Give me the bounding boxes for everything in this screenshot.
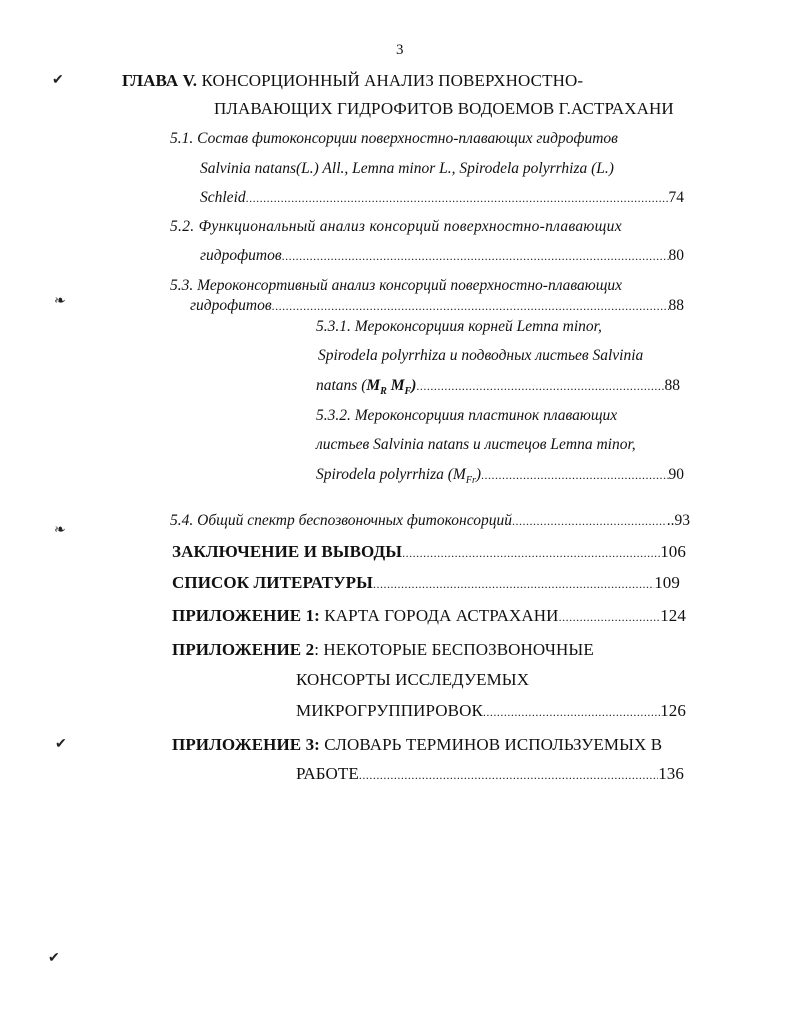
toc-entry-references (172, 573, 680, 593)
toc-5-1-page: 74 (668, 189, 684, 206)
toc-entry-appendix-1 (172, 606, 686, 626)
leader-dots (483, 701, 660, 721)
toc-5-4-page: ..93 (666, 512, 690, 529)
chapter-label: ГЛАВА V. (122, 71, 198, 90)
margin-mark-icon: ✔ (48, 951, 60, 966)
toc-appendix-2-page: 126 (660, 701, 686, 720)
toc-5-3-1-line1: 5.3.1. Мероконсорциия корней Lemna minor, (316, 318, 602, 335)
toc-appendix-2-line1: ПРИЛОЖЕНИЕ 2: НЕКОТОРЫЕ БЕСПОЗВОНОЧНЫЕ (172, 640, 594, 659)
leader-dots (282, 247, 669, 265)
chapter-title-line2: ПЛАВАЮЩИХ ГИДРОФИТОВ ВОДОЕМОВ Г.АСТРАХАНИ (214, 99, 674, 118)
toc-entry-appendix-3 (296, 764, 684, 784)
toc-appendix-1-text: ПРИЛОЖЕНИЕ 1: КАРТА ГОРОДА АСТРАХАНИ (172, 606, 559, 625)
toc-entry-5-2 (200, 247, 684, 265)
toc-5-3-2-line3: Spirodela polyrrhiza $(M_{Fr})$ (316, 466, 482, 487)
chapter-title-line1: КОНСОРЦИОННЫЙ АНАЛИЗ ПОВЕРХНОСТНО- (201, 71, 584, 90)
toc-entry-5-3 (190, 297, 684, 315)
leader-dots (559, 606, 661, 626)
margin-mark-icon: ✔ (55, 737, 67, 752)
toc-5-3-1-page: 88 (664, 377, 680, 394)
toc-conclusion-text: ЗАКЛЮЧЕНИЕ И ВЫВОДЫ (172, 542, 403, 561)
toc-5-1-line2: Salvinia natans(L.) All., Lemna minor L., Spirodela polyrrhiza (L.) (200, 160, 614, 177)
margin-mark-icon: ❧ (54, 294, 66, 309)
toc-5-3-2-line2: листьев Salvinia natans и листецов Lemna minor, (316, 436, 636, 453)
toc-5-3-2-page: 90 (668, 466, 684, 483)
toc-5-1-line3: Schleid (200, 189, 246, 206)
page-number: 3 (396, 42, 404, 58)
toc-5-1-line1: 5.1. Состав фитоконсорции поверхностно-плавающих гидрофитов (170, 130, 618, 147)
toc-5-3-page: 88 (668, 297, 684, 314)
leader-dots (272, 297, 669, 315)
toc-entry-5-4 (170, 512, 690, 530)
toc-entry-5-3-1 (316, 377, 680, 397)
toc-entry-5-1 (200, 189, 684, 207)
toc-5-3-2-line1: 5.3.2. Мероконсорциия пластинок плавающих (316, 407, 618, 424)
leader-dots (373, 573, 654, 593)
chapter-heading (122, 71, 583, 91)
toc-appendix-3-page: 136 (658, 764, 684, 783)
leader-dots (359, 764, 658, 784)
margin-mark-icon: ✔ (52, 73, 64, 88)
toc-5-2-line1: 5.2. Функциональный анализ консорций поверхностно-плавающих (170, 218, 622, 235)
toc-appendix-2-line3: МИКРОГРУППИРОВОК (296, 701, 483, 720)
toc-references-text: СПИСОК ЛИТЕРАТУРЫ (172, 573, 373, 592)
toc-5-3-line1: 5.3. Мероконсортивный анализ консорций поверхностно-плавающих (170, 277, 623, 294)
toc-5-4-text: 5.4. Общий спектр беспозвоночных фитоконсорций (170, 512, 512, 529)
margin-mark-icon: ❧ (54, 523, 66, 538)
leader-dots (481, 466, 668, 484)
toc-entry-5-3-2 (316, 466, 684, 486)
toc-5-3-line2: гидрофитов (190, 297, 272, 314)
toc-5-2-page: 80 (668, 247, 684, 264)
toc-appendix-3-line2: РАБОТЕ (296, 764, 359, 783)
toc-conclusion-page: 106 (660, 542, 686, 561)
leader-dots (512, 512, 667, 530)
toc-5-3-1-line3: natans ($M_R$ $M_F$) (316, 377, 417, 398)
toc-5-3-1-line2: Spirodela polyrrhiza и подводных листьев Salvinia (318, 347, 644, 364)
leader-dots (416, 377, 664, 395)
toc-5-2-line2: гидрофитов (200, 247, 282, 264)
toc-appendix-3-line1: ПРИЛОЖЕНИЕ 3: СЛОВАРЬ ТЕРМИНОВ ИСПОЛЬЗУЕМЫХ В (172, 735, 663, 754)
leader-dots (246, 189, 669, 207)
toc-entry-appendix-2 (296, 701, 686, 721)
leader-dots (402, 542, 660, 562)
toc-references-page: 109 (654, 573, 680, 592)
toc-appendix-1-page: 124 (660, 606, 686, 625)
toc-entry-conclusion (172, 542, 686, 562)
toc-appendix-2-line2: КОНСОРТЫ ИССЛЕДУЕМЫХ (296, 670, 530, 689)
